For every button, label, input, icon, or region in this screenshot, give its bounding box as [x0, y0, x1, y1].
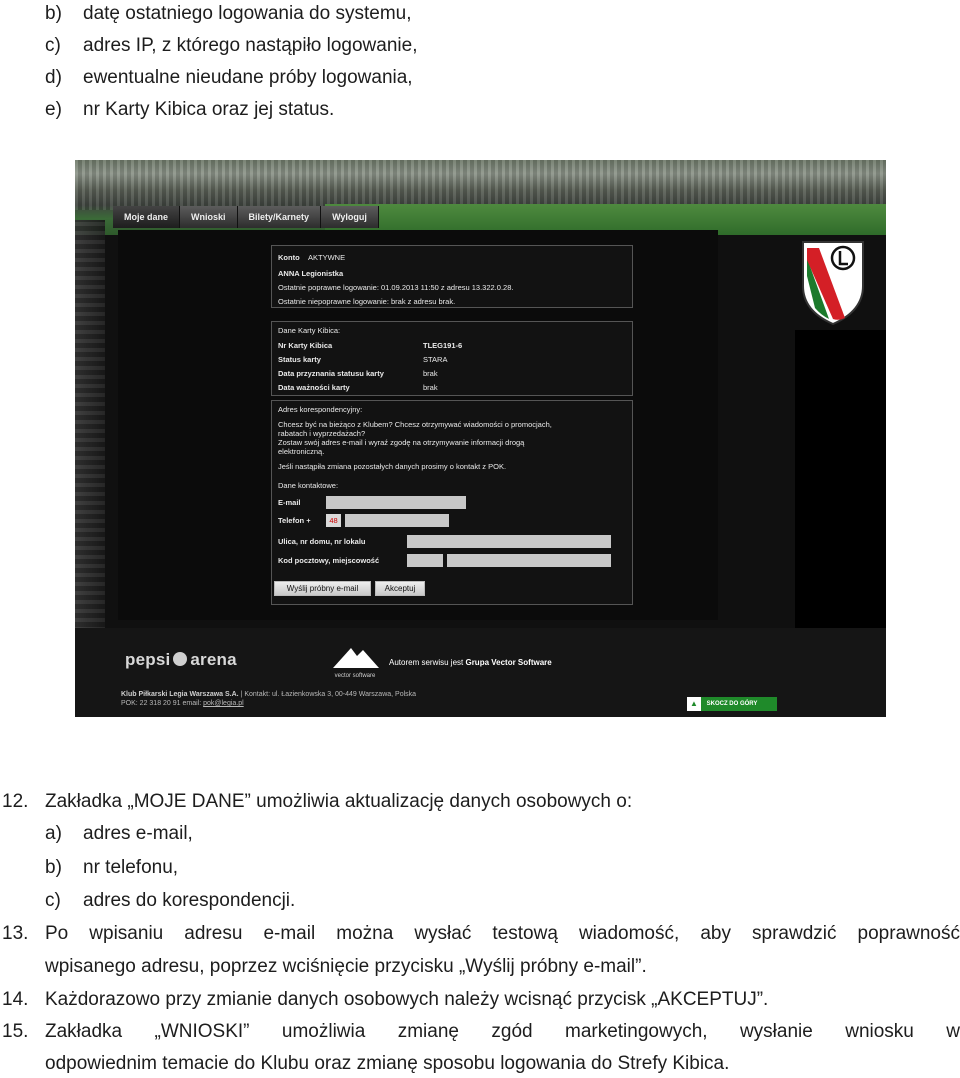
card-row: Status karty STARA — [278, 355, 448, 364]
phone-input[interactable] — [345, 514, 449, 527]
list-item: c) adres IP, z którego nastąpiło logowanie, — [45, 35, 418, 56]
send-test-email-button[interactable]: Wyślij próbny e-mail — [274, 581, 371, 596]
embedded-screenshot — [75, 160, 886, 717]
card-row: Data ważności karty brak — [278, 383, 438, 392]
tab-wnioski[interactable]: Wnioski — [180, 206, 238, 228]
list-item: a) adres e-mail, — [45, 823, 193, 844]
pok-email-link[interactable]: pok@legia.pl — [203, 700, 244, 707]
phone-prefix[interactable]: 48 — [326, 514, 341, 527]
street-input[interactable] — [407, 535, 611, 548]
city-input[interactable] — [447, 554, 611, 567]
main-nav — [113, 206, 379, 228]
list-item: d) ewentualne nieudane próby logowania, — [45, 67, 413, 88]
arrow-up-icon: ▲ — [687, 697, 701, 711]
list-item: e) nr Karty Kibica oraz jej status. — [45, 99, 335, 120]
account-box: Konto AKTYWNE ANNA Legionistka Ostatnie poprawne logowanie: 01.09.2013 11:50 z adresu 13.322.0.28. Ostatnie niepoprawne logowanie: brak z adresu brak. — [271, 245, 633, 308]
card-box: Dane Karty Kibica: Nr Karty Kibica TLEG191-6 Status karty STARA Data przyznania statusu karty brak Data ważności karty brak — [271, 321, 633, 396]
tab-bilety-karnety[interactable]: Bilety/Karnety — [238, 206, 322, 228]
tab-moje-dane[interactable]: Moje dane — [113, 206, 180, 228]
card-row: Nr Karty Kibica TLEG191-6 — [278, 341, 463, 350]
card-row: Data przyznania statusu karty brak — [278, 369, 438, 378]
postal-code-input[interactable] — [407, 554, 443, 567]
list-item: c) adres do korespondencji. — [45, 890, 296, 911]
list-item: b) nr telefonu, — [45, 857, 179, 878]
email-input[interactable] — [326, 496, 466, 509]
content-panel — [118, 230, 718, 620]
svg-text:vector software: vector software — [334, 673, 376, 679]
scroll-to-top-button[interactable]: SKOCZ DO GÓRY — [687, 697, 777, 711]
site-footer: pepsi arena vector software Autorem serwisu jest Grupa Vector Software Klub Piłkarski Legia Warszawa S.A. | Kontakt: ul. Łazienkowska 3, 00-449 Warszawa, Polska POK: 22 318 20 91 email: pok@legia.pl SKOCZ DO GÓRY ▲ — [75, 628, 886, 717]
accept-button[interactable]: Akceptuj — [375, 581, 425, 596]
legia-logo-icon — [799, 236, 867, 326]
list-item: b) datę ostatniego logowania do systemu, — [45, 3, 412, 24]
crowd-image — [75, 220, 105, 640]
vector-software-logo-icon — [325, 640, 385, 680]
correspondence-box: Adres korespondencyjny: Chcesz być na bieżąco z Klubem? Chcesz otrzymywać wiadomości o promocjach, rabatach i wyprzedażach? Zostaw swój adres e-mail i wyraź zgodę na otrzymywanie informacji drogą elektroniczną. Jeśli nastąpiła zmiana pozostałych danych prosimy o kontakt z POK. Dane kontaktowe: E-mail Telefon + 48 Ulica, nr domu, nr lokalu Kod pocztowy, miejscowość Wyślij próbny e-mail Akceptuj — [271, 400, 633, 605]
tab-wyloguj[interactable]: Wyloguj — [321, 206, 379, 228]
pepsi-arena-logo: pepsi arena — [125, 650, 237, 669]
